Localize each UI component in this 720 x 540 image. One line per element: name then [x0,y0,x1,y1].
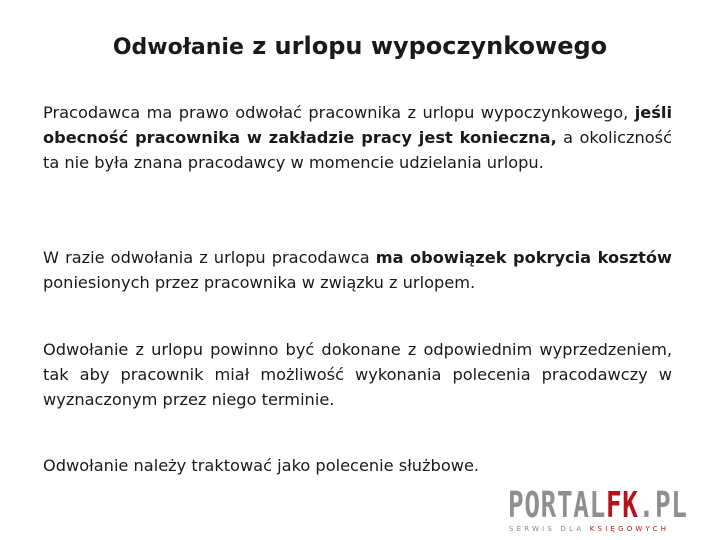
slide-title [0,32,720,60]
slide-title-part2: z urlopu wypoczynkowego [243,32,608,60]
paragraph-advance-notice: Odwołanie z urlopu powinno być dokonane z odpowiednim wyprzedzeniem, tak aby pracownik miał możliwość wykonania polecenia pracodawczy w wyznaczonym przez niego terminie. [43,340,672,409]
portalfk-logo [508,485,708,536]
logo-tagline-b: KSIĘGOWYCH [589,525,670,533]
p2-text-c: poniesionych przez pracownika w związku z urlopem. [43,273,476,292]
p1-text-c: a okoliczność ta nie była znana pracodawcy w momencie udzielania urlopu. [43,128,672,172]
logo-tagline-a: SERWIS DLA [509,525,590,533]
logo-pl-text: .PL [638,485,688,526]
slide-title-part1: Odwołanie [112,35,244,60]
paragraph-cost-coverage [43,245,672,295]
logo-tagline [509,525,707,533]
paragraph-right-to-recall [43,100,672,175]
p1-text-bold: jeśli obecność pracownika w zakładzie pracy jest konieczna, [43,103,672,147]
p2-text-bold: ma obowiązek pokrycia kosztów [375,248,672,267]
p2-text-a: W razie odwołania z urlopu pracodawca [43,248,376,267]
logo-fk-text: FK [605,485,639,526]
logo-portal-text: PORTAL [508,485,606,526]
logo-wordmark [508,485,688,526]
p1-text-a: Pracodawca ma prawo odwołać pracownika z urlopu wypoczynkowego, [43,103,635,122]
paragraph-official-order: Odwołanie należy traktować jako polecenie służbowe. [43,456,480,475]
